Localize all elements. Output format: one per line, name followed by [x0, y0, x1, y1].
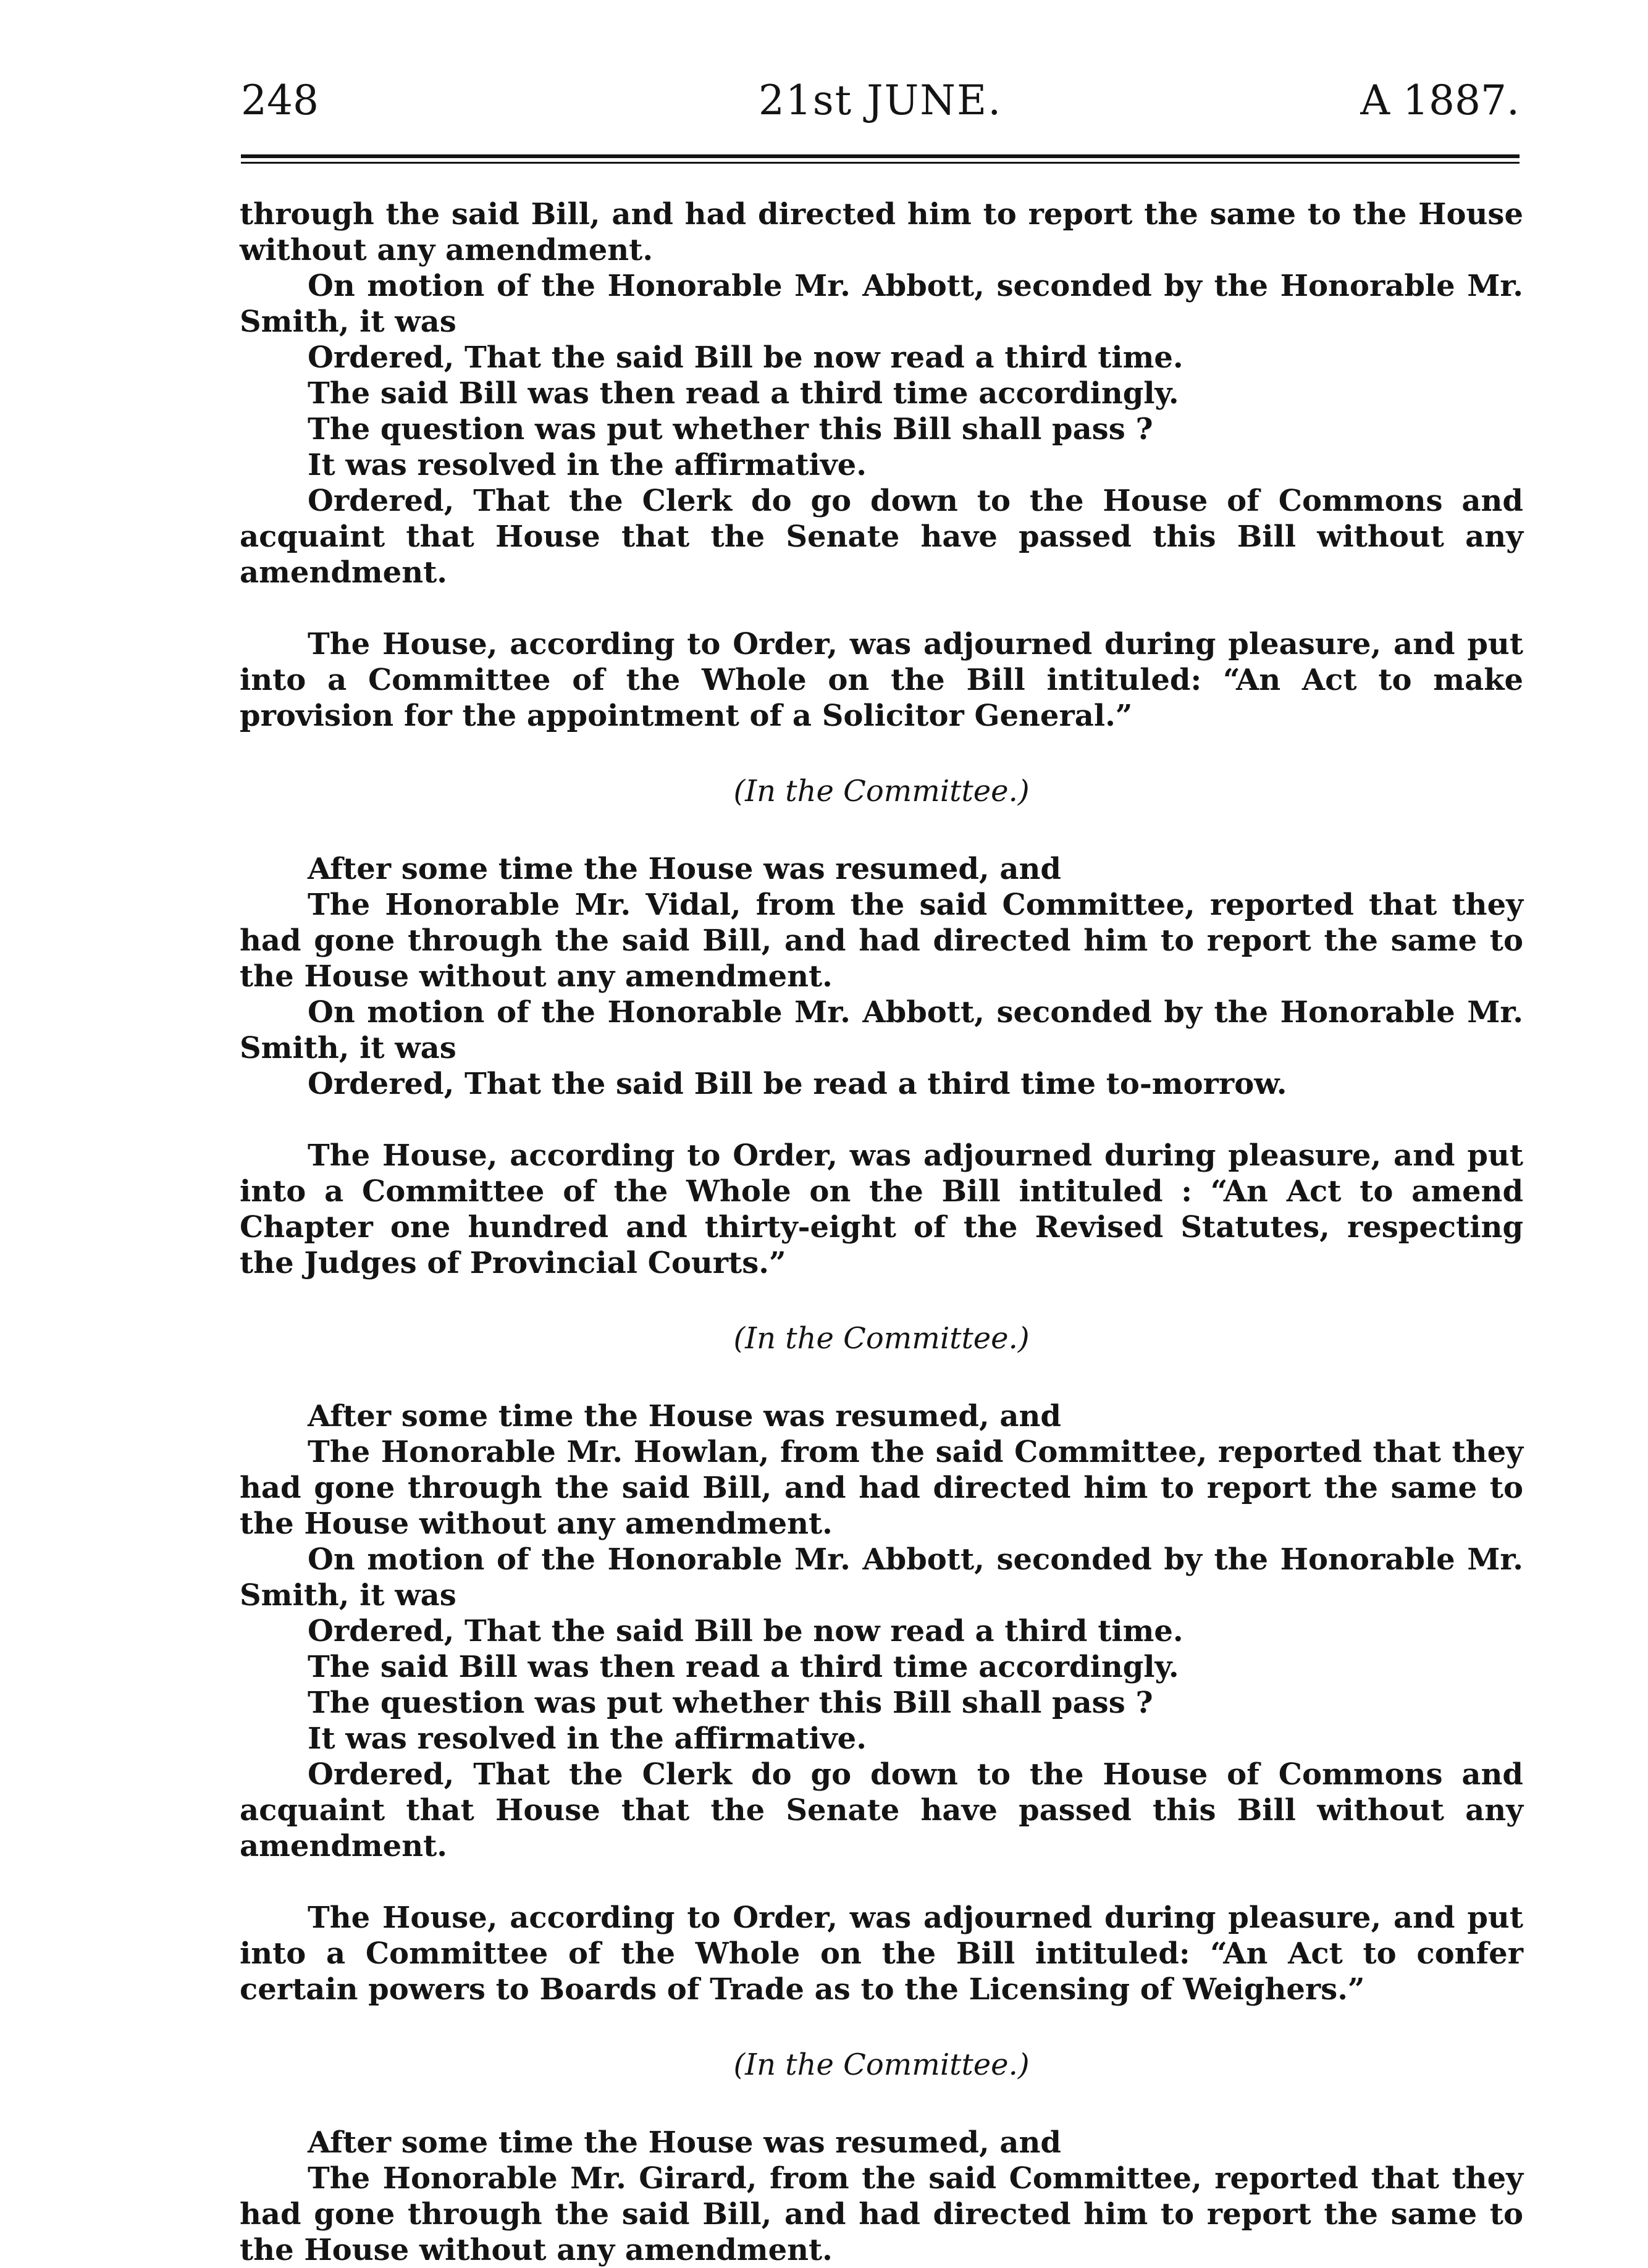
- paragraph: through the said Bill, and had directed him to report the same to the House without any amendment.: [240, 197, 1523, 267]
- paragraph: It was resolved in the affirmative.: [308, 448, 867, 482]
- paragraph: The House, according to Order, was adjourned during pleasure, and put into a Committee of the Whole on the Bill intituled : “An Act to amend Chapter one hundred and thirty-eight of the Revised Statutes, respecting the Judges of Provincial Courts.”: [240, 1138, 1523, 1280]
- paragraph: The Honorable Mr. Girard, from the said Committee, reported that they had gone through the said Bill, and had directed him to report the same to the House without any amendment.: [240, 2161, 1523, 2267]
- paragraph: Ordered, That the said Bill be now read a third time.: [308, 1614, 1183, 1648]
- section-heading: (In the Committee.): [733, 2048, 1030, 2082]
- paragraph: On motion of the Honorable Mr. Abbott, seconded by the Honorable Mr. Smith, it was: [240, 1542, 1523, 1613]
- paragraph: After some time the House was resumed, and: [308, 2125, 1061, 2160]
- page-number: 248: [241, 77, 319, 124]
- paragraph: Ordered, That the Clerk do go down to the House of Commons and acquaint that House that the Senate have passed this Bill without any amendment.: [240, 1757, 1523, 1863]
- paragraph: Ordered, That the Clerk do go down to the House of Commons and acquaint that House that the Senate have passed this Bill without any amendment.: [240, 484, 1523, 590]
- paragraph: The question was put whether this Bill shall pass ?: [308, 1686, 1153, 1720]
- header-rule: [241, 154, 1520, 158]
- paragraph: The Honorable Mr. Howlan, from the said Committee, reported that they had gone through the said Bill, and had directed him to report the same to the House without any amendment.: [240, 1435, 1523, 1541]
- paragraph: The said Bill was then read a third time accordingly.: [308, 376, 1179, 411]
- header-rule-thin: [241, 162, 1520, 164]
- paragraph: Ordered, That the said Bill be read a third time to-morrow.: [308, 1067, 1287, 1101]
- section-heading: (In the Committee.): [733, 774, 1030, 808]
- paragraph: The House, according to Order, was adjourned during pleasure, and put into a Committee of the Whole on the Bill intituled: “An Act to make provision for the appointment of a Solicitor General.”: [240, 627, 1523, 733]
- paragraph: On motion of the Honorable Mr. Abbott, seconded by the Honorable Mr. Smith, it was: [240, 995, 1523, 1065]
- section-heading: (In the Committee.): [733, 1321, 1030, 1356]
- paragraph: The question was put whether this Bill shall pass ?: [308, 412, 1153, 447]
- page-date: 21st JUNE.: [758, 77, 1003, 124]
- journal-body: [240, 196, 1523, 2268]
- paragraph: The Honorable Mr. Vidal, from the said Committee, reported that they had gone through the said Bill, and had directed him to report the same to the House without any amendment.: [240, 888, 1523, 994]
- paragraph: It was resolved in the affirmative.: [308, 1721, 867, 1756]
- page-header: [241, 73, 1520, 128]
- paragraph: The said Bill was then read a third time accordingly.: [308, 1650, 1179, 1684]
- page-year: A 1887.: [1360, 77, 1520, 124]
- paragraph: The House, according to Order, was adjourned during pleasure, and put into a Committee of the Whole on the Bill intituled: “An Act to confer certain powers to Boards of Trade as to the Licensing of Weighers.”: [240, 1900, 1523, 2007]
- paragraph: After some time the House was resumed, and: [308, 1399, 1061, 1434]
- paragraph: Ordered, That the said Bill be now read a third time.: [308, 340, 1183, 375]
- paragraph: After some time the House was resumed, and: [308, 852, 1061, 886]
- paragraph: On motion of the Honorable Mr. Abbott, seconded by the Honorable Mr. Smith, it was: [240, 269, 1523, 339]
